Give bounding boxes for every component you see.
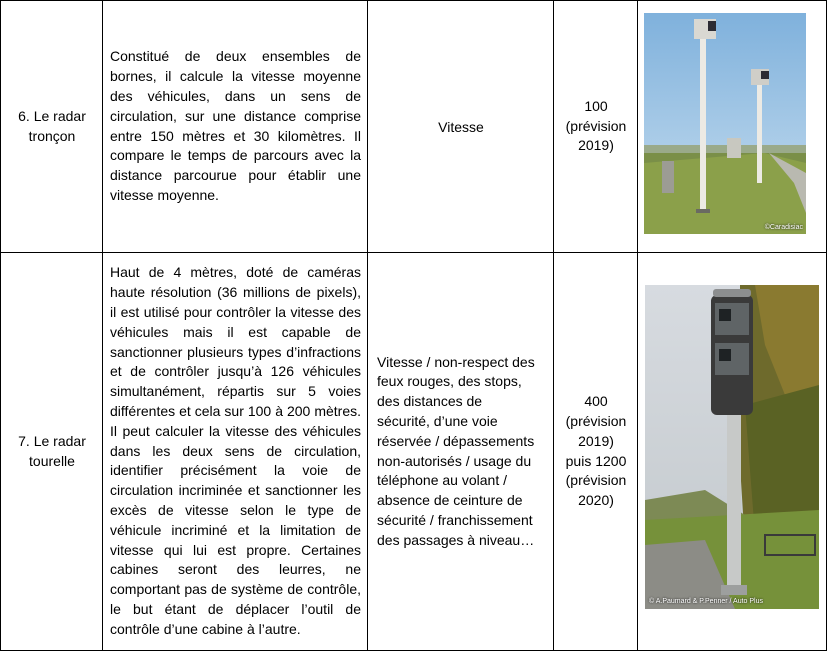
radar-infractions: Vitesse / non-respect des feux rouges, des stops, des distances de sécurité, d’une voie réservée / dépassements non-autorisés / usage du téléphone au volant / absence de ceinture de sécurité / franchissement des passages à niveau… [377, 353, 535, 548]
radar-troncon-image [644, 13, 806, 234]
col-divider [553, 0, 554, 651]
radar-name: 7. Le radar tourelle [18, 432, 86, 469]
radar-description: Haut de 4 mètres, doté de caméras haute résolution (36 millions de pixels), il est utilisé pour contrôler la vitesse des véhicules mais il est capable de sanctionner plusieurs types d’infractions et de contrôler jusqu’à 126 véhicules simultanément, répartis sur 5 voies différentes et cela sur 100 à 200 mètres. Il peut calculer la vitesse des véhicules dans les deux sens de circulation, identifier précisément la voie de circulation incriminée et sanctionner les excès de vitesse selon le type de véhicule incriminé et la limitation de vitesse qui lui est propre. Certaines cabines seront des leurres, ne comportant pas de système de contrôle, le but étant de déplacer l’outil de contrôle d’une cabine à l’autre. [110, 264, 361, 637]
table-row [2, 1, 102, 252]
radar-troncon-photo [644, 13, 806, 234]
radar-tourelle-photo [645, 285, 819, 609]
radar-name: 6. Le radar tronçon [18, 107, 86, 144]
radar-infractions: Vitesse [438, 118, 484, 135]
photo-credit: ©Caradisiac [764, 224, 803, 231]
col-divider [102, 0, 103, 651]
col-divider [0, 0, 1, 651]
radar-count: 400 (prévision 2019) puis 1200 (prévision 2020) [565, 393, 627, 509]
table-row [2, 253, 102, 650]
photo-credit: © A.Paumard & P.Penner / Auto Plus [649, 598, 763, 605]
radar-description: Constitué de deux ensembles de bornes, il calcule la vitesse moyenne des véhicules, dans un sens de circulation, sur une distance comprise entre 150 mètres et 30 kilomètres. Il compare le temps de parcours avec la distance parcourue pour établir une vitesse moyenne. [110, 48, 361, 203]
radar-count: 100 (prévision 2019) [565, 97, 627, 154]
col-divider [637, 0, 638, 651]
col-divider [367, 0, 368, 651]
radar-tourelle-image [645, 285, 819, 609]
